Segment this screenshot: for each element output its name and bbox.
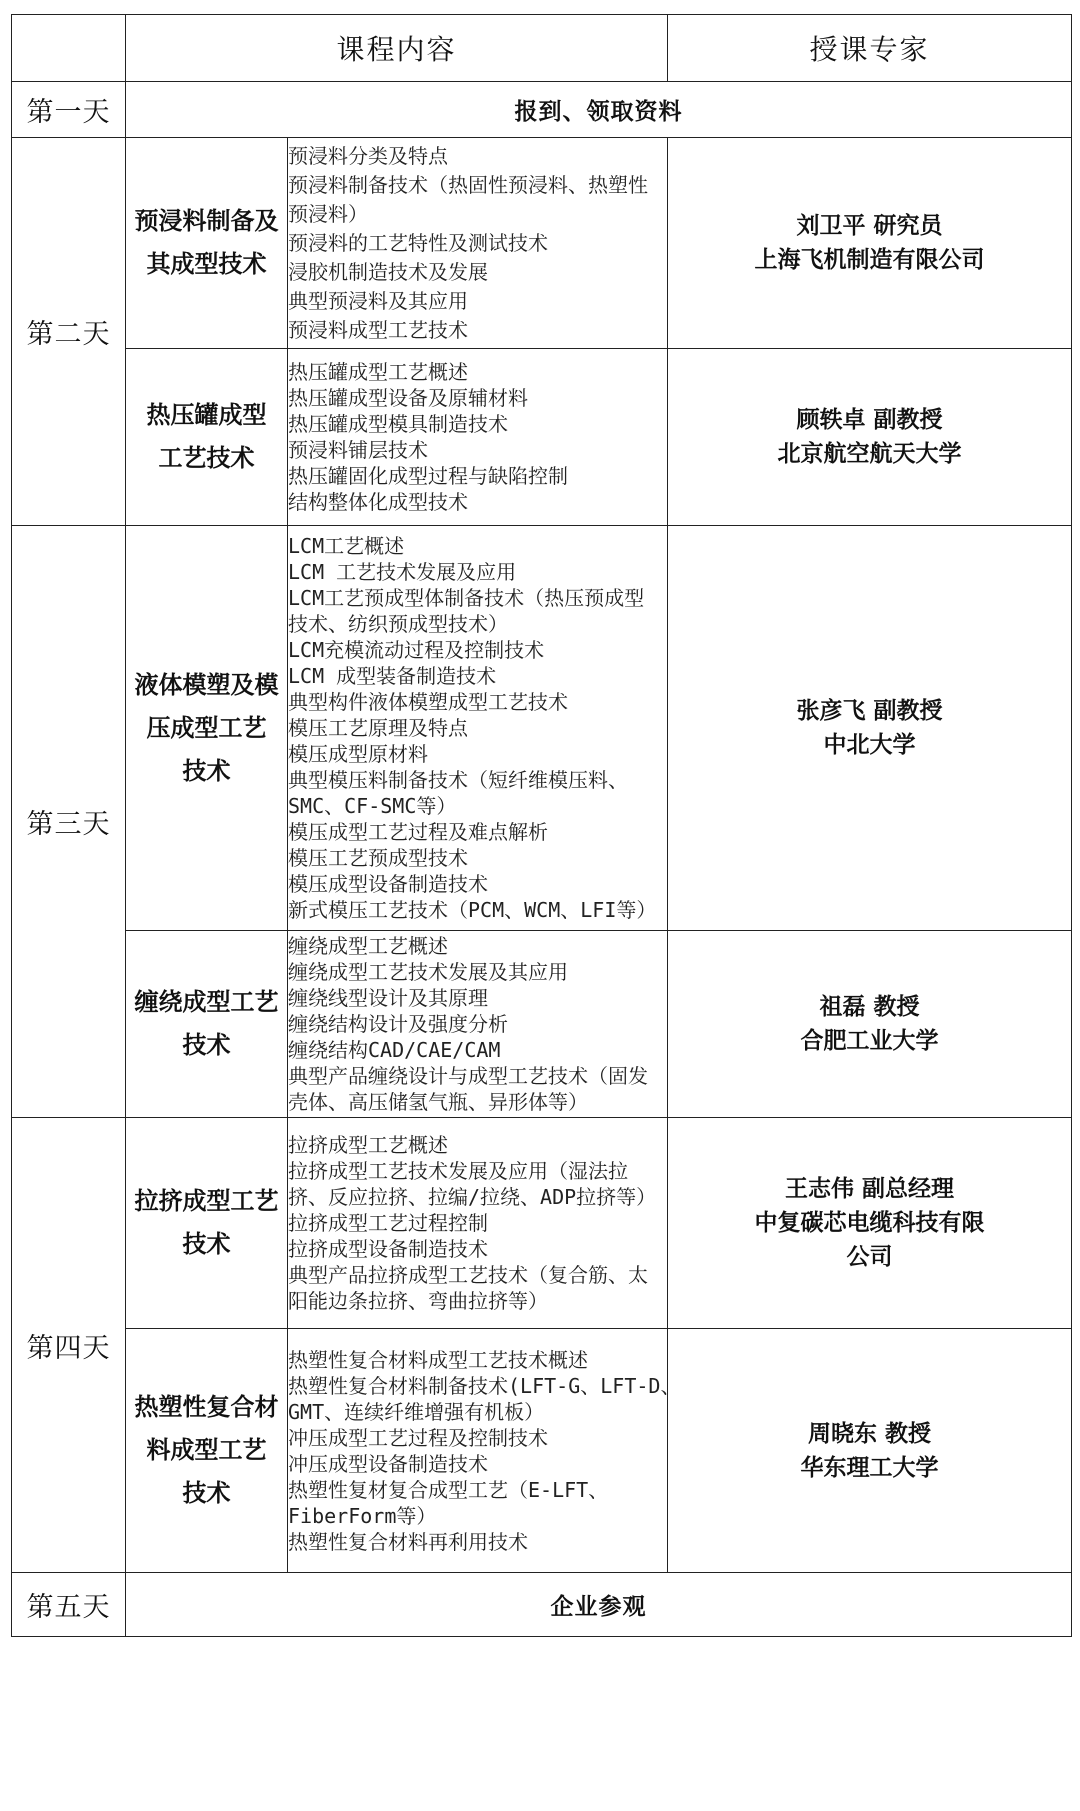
content-line: 拉挤成型工艺概述 <box>288 1133 448 1157</box>
topic-line: 缠绕成型工艺 <box>134 988 279 1016</box>
session-content <box>288 138 668 349</box>
content-line: 热压罐成型工艺概述 <box>288 360 468 384</box>
header-content: 课程内容 <box>126 15 668 82</box>
expert-line: 张彦飞 副教授 <box>796 698 943 724</box>
content-line: 浸胶机制造技术及发展 <box>288 259 488 284</box>
content-line: 阳能边条拉挤、弯曲拉挤等） <box>288 1289 548 1313</box>
day5-activity: 企业参观 <box>126 1573 1072 1637</box>
session-expert <box>668 526 1072 931</box>
topic-line: 其成型技术 <box>146 250 267 278</box>
expert-line: 刘卫平 研究员 <box>796 213 943 239</box>
session-topic <box>126 1329 288 1573</box>
content-line: 模压成型工艺过程及难点解析 <box>288 820 548 844</box>
session-topic <box>126 1118 288 1329</box>
content-line: LCM充模流动过程及控制技术 <box>288 638 545 662</box>
session-row <box>12 931 1072 1118</box>
content-line: 预浸料的工艺特性及测试技术 <box>288 230 548 255</box>
session-content <box>288 526 668 931</box>
content-line: 壳体、高压储氢气瓶、异形体等） <box>288 1090 588 1114</box>
session-expert <box>668 138 1072 349</box>
topic-line: 热塑性复合材 <box>134 1393 279 1421</box>
topic-line: 技术 <box>182 1031 231 1059</box>
content-line: 典型构件液体模塑成型工艺技术 <box>288 690 568 714</box>
content-line: 热塑性复材复合成型工艺（E-LFT、 <box>288 1477 609 1502</box>
content-line: 拉挤成型设备制造技术 <box>288 1237 488 1261</box>
content-line: 模压工艺预成型技术 <box>288 846 468 870</box>
content-line: LCM工艺预成型体制备技术（热压预成型 <box>288 586 645 610</box>
session-topic <box>126 931 288 1118</box>
content-line: FiberForm等） <box>288 1503 437 1528</box>
content-line: 热压罐成型模具制造技术 <box>288 412 508 436</box>
topic-line: 技术 <box>182 756 231 785</box>
course-schedule-table <box>11 14 1072 1637</box>
content-line: 热塑性复合材料再利用技术 <box>288 1529 528 1554</box>
session-row <box>12 1329 1072 1573</box>
session-row <box>12 1118 1072 1329</box>
content-line: 热压罐成型设备及原辅材料 <box>288 386 528 410</box>
content-line: 缠绕线型设计及其原理 <box>288 986 488 1010</box>
content-line: 热塑性复合材料制备技术(LFT-G、LFT-D、 <box>288 1373 681 1398</box>
topic-line: 拉挤成型工艺 <box>134 1187 279 1215</box>
topic-line: 热压罐成型 <box>146 401 267 429</box>
content-line: 缠绕成型工艺概述 <box>288 934 448 958</box>
content-line: 缠绕成型工艺技术发展及其应用 <box>288 960 568 984</box>
content-line: 模压工艺原理及特点 <box>288 716 468 740</box>
session-row <box>12 349 1072 526</box>
session-topic <box>126 138 288 349</box>
expert-line: 顾轶卓 副教授 <box>796 407 943 433</box>
session-row <box>12 138 1072 349</box>
content-line: 热压罐固化成型过程与缺陷控制 <box>288 464 568 488</box>
session-content <box>288 349 668 526</box>
expert-line: 公司 <box>846 1244 893 1270</box>
content-line: 模压成型设备制造技术 <box>288 872 488 896</box>
session-topic <box>126 526 288 931</box>
expert-line: 王志伟 副总经理 <box>785 1176 955 1202</box>
content-line: LCM 工艺技术发展及应用 <box>288 560 517 584</box>
topic-line: 工艺技术 <box>158 444 255 472</box>
day-label-4: 第四天 <box>12 1118 126 1573</box>
day-label-2: 第二天 <box>12 138 126 526</box>
topic-line: 料成型工艺 <box>146 1436 267 1464</box>
session-expert <box>668 1118 1072 1329</box>
topic-line: 技术 <box>182 1479 231 1507</box>
content-line: 冲压成型工艺过程及控制技术 <box>288 1425 548 1450</box>
topic-line: 压成型工艺 <box>146 713 267 742</box>
session-topic <box>126 349 288 526</box>
session-row <box>12 526 1072 931</box>
header-corner-cell <box>12 15 126 82</box>
session-expert <box>668 349 1072 526</box>
content-line: 典型模压料制备技术（短纤维模压料、 <box>288 768 628 792</box>
content-line: 预浸料铺层技术 <box>288 438 428 462</box>
day1-row <box>12 82 1072 138</box>
session-content <box>288 1118 668 1329</box>
session-content <box>288 931 668 1118</box>
content-line: 预浸料制备技术（热固性预浸料、热塑性 <box>288 172 648 197</box>
topic-line: 预浸料制备及 <box>134 207 279 235</box>
day-label-5: 第五天 <box>12 1573 126 1637</box>
content-line: LCM工艺概述 <box>288 534 405 558</box>
session-expert <box>668 931 1072 1118</box>
session-content <box>288 1329 681 1573</box>
expert-line: 祖磊 教授 <box>819 994 920 1020</box>
content-line: 典型产品拉挤成型工艺技术（复合筋、太 <box>288 1263 648 1287</box>
content-line: 缠绕结构CAD/CAE/CAM <box>288 1038 501 1062</box>
header-expert: 授课专家 <box>668 15 1072 82</box>
expert-line: 中北大学 <box>823 732 916 758</box>
header-row <box>12 15 1072 82</box>
day5-row <box>12 1573 1072 1637</box>
content-line: 新式模压工艺技术（PCM、WCM、LFI等） <box>288 898 657 922</box>
expert-line: 上海飞机制造有限公司 <box>754 247 985 273</box>
content-line: 拉挤成型工艺过程控制 <box>288 1211 488 1235</box>
session-expert <box>668 1329 1072 1573</box>
day1-activity: 报到、领取资料 <box>126 82 1072 138</box>
day-label-1: 第一天 <box>12 82 126 138</box>
expert-line: 北京航空航天大学 <box>777 441 962 467</box>
topic-line: 技术 <box>182 1230 231 1258</box>
content-line: GMT、连续纤维增强有机板） <box>288 1399 545 1424</box>
content-line: 缠绕结构设计及强度分析 <box>288 1012 508 1036</box>
content-line: 预浸料成型工艺技术 <box>288 317 468 342</box>
content-line: SMC、CF-SMC等） <box>288 794 457 818</box>
content-line: 技术、纺织预成型技术） <box>288 612 508 636</box>
content-line: 挤、反应拉挤、拉编/拉绕、ADP拉挤等） <box>288 1185 657 1209</box>
expert-line: 华东理工大学 <box>800 1454 939 1481</box>
expert-line: 周晓东 教授 <box>808 1420 932 1447</box>
content-line: 预浸料分类及特点 <box>288 143 448 168</box>
content-line: 冲压成型设备制造技术 <box>288 1451 488 1476</box>
content-line: LCM 成型装备制造技术 <box>288 664 497 688</box>
day-label-3: 第三天 <box>12 526 126 1118</box>
content-line: 模压成型原材料 <box>288 742 428 766</box>
content-line: 拉挤成型工艺技术发展及应用（湿法拉 <box>288 1159 628 1183</box>
content-line: 典型产品缠绕设计与成型工艺技术（固发 <box>288 1064 648 1088</box>
content-line: 预浸料） <box>288 201 368 226</box>
content-line: 热塑性复合材料成型工艺技术概述 <box>288 1347 588 1372</box>
expert-line: 合肥工业大学 <box>800 1028 939 1054</box>
content-line: 结构整体化成型技术 <box>288 490 468 514</box>
topic-line: 液体模塑及模 <box>134 670 279 699</box>
expert-line: 中复碳芯电缆科技有限 <box>754 1210 985 1236</box>
content-line: 典型预浸料及其应用 <box>288 288 468 313</box>
